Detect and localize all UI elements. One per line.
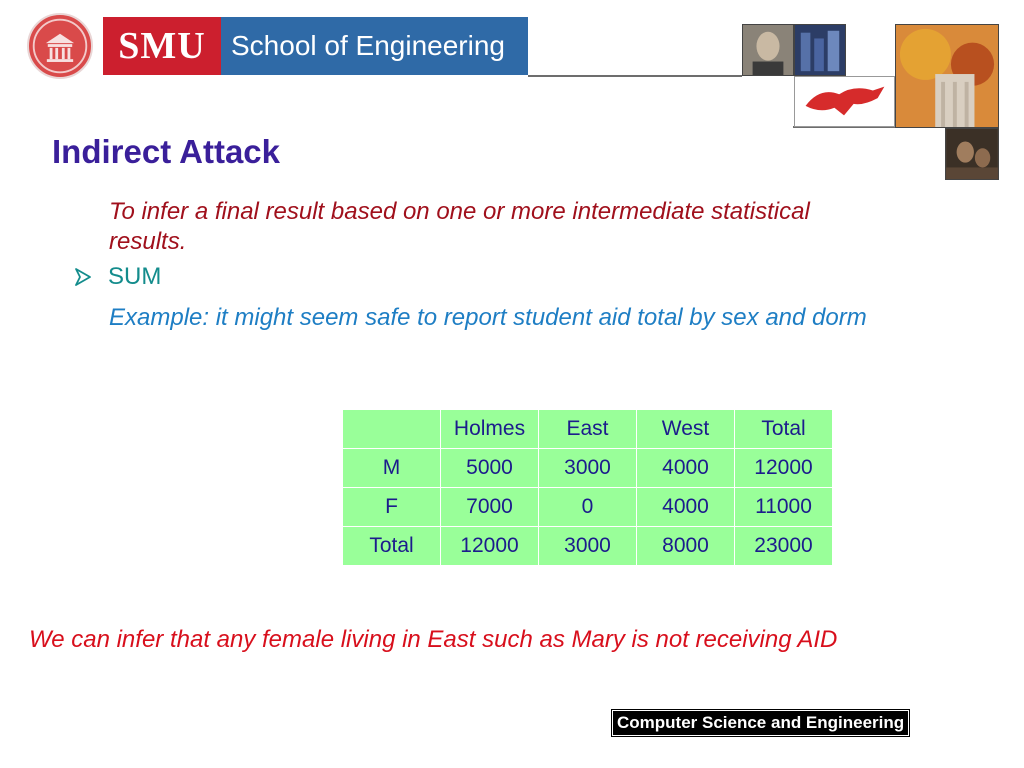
table-row — [343, 449, 833, 488]
table-cell: 0 — [539, 488, 637, 527]
brand-smu: SMU — [103, 17, 221, 75]
table-row — [343, 527, 833, 566]
table-header-cell: West — [637, 410, 735, 449]
autumn-campus-photo-icon — [895, 24, 999, 128]
campus-building-photo-icon — [794, 24, 846, 76]
classroom-photo-icon — [945, 128, 999, 180]
table-cell: 5000 — [441, 449, 539, 488]
arrowhead-bullet-icon — [72, 266, 94, 288]
mustang-logo-icon — [794, 76, 895, 127]
table-row-label: F — [343, 488, 441, 527]
intro-text: To infer a final result based on one or more intermediate statistical results. — [109, 198, 810, 255]
table-row-label: M — [343, 449, 441, 488]
university-seal-icon — [27, 13, 93, 79]
table-cell: 23000 — [735, 527, 833, 566]
brand-school: School of Engineering — [221, 17, 528, 75]
aid-table — [342, 409, 833, 566]
table-header-cell — [343, 410, 441, 449]
table-cell: 3000 — [539, 527, 637, 566]
slide-title: Indirect Attack — [52, 133, 281, 170]
example-text: Example: it might seem safe to report student aid total by sex and dorm — [109, 304, 867, 331]
conclusion-text: We can infer that any female living in East such as Mary is not receiving AID — [29, 626, 838, 653]
bullet-item — [72, 263, 161, 291]
table-header-cell: East — [539, 410, 637, 449]
table-cell: 8000 — [637, 527, 735, 566]
table-cell: 7000 — [441, 488, 539, 527]
table-header-cell: Holmes — [441, 410, 539, 449]
bullet-label: SUM — [108, 263, 162, 290]
table-cell: 11000 — [735, 488, 833, 527]
table-cell: 4000 — [637, 488, 735, 527]
table-cell: 3000 — [539, 449, 637, 488]
table-header-row — [343, 410, 833, 449]
table-cell: 12000 — [441, 527, 539, 566]
table-cell: 12000 — [735, 449, 833, 488]
table-header-cell: Total — [735, 410, 833, 449]
footer-label: Computer Science and Engineering — [612, 710, 909, 736]
table-cell: 4000 — [637, 449, 735, 488]
table-row — [343, 488, 833, 527]
student-photo-icon — [742, 24, 794, 76]
header-divider — [528, 75, 742, 77]
table-row-label: Total — [343, 527, 441, 566]
